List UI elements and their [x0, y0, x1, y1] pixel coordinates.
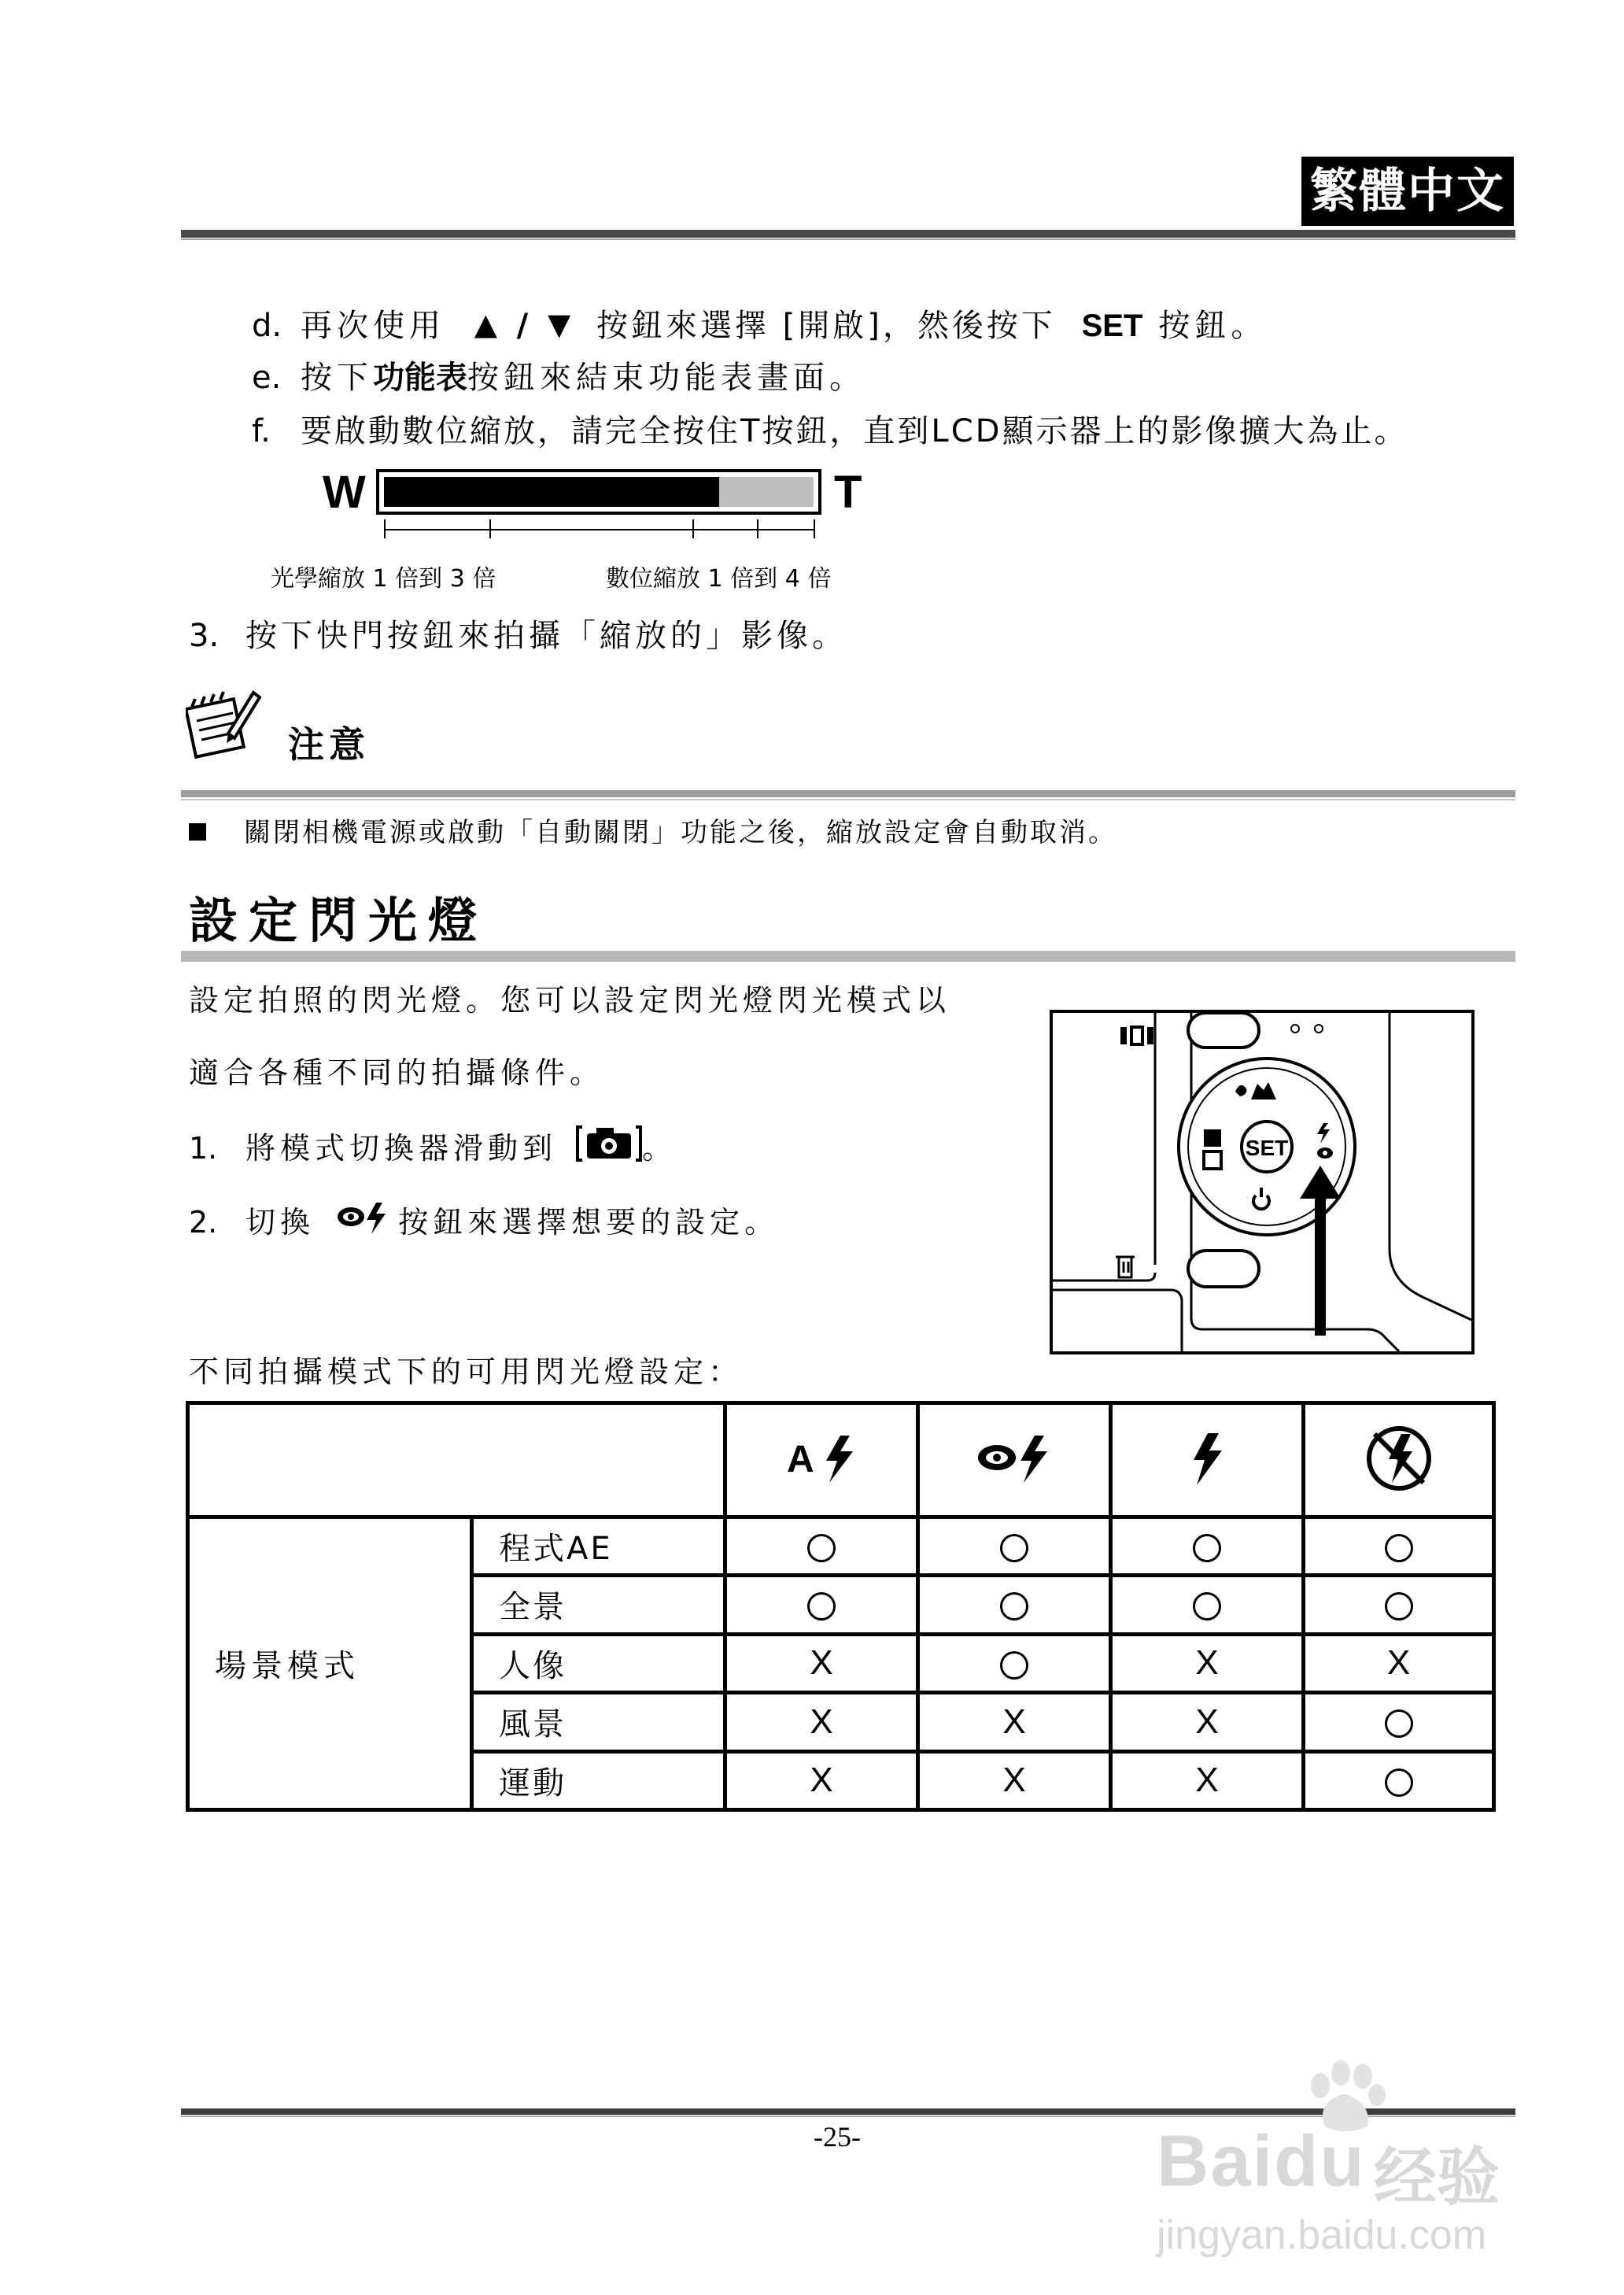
- zoom-tick-optical-end: [692, 519, 694, 538]
- mode-label: 運動: [472, 1751, 725, 1809]
- unavailable-x-mark: X: [1002, 1702, 1026, 1741]
- cell: [1304, 1517, 1494, 1575]
- digital-zoom-label: 數位縮放 1 倍到 4 倍: [606, 565, 832, 593]
- step-f-text: 要啟動數位縮放，請完全按住T按鈕，直到LCD顯示器上的影像擴大為止。: [301, 413, 1408, 449]
- step-e-label: e.: [252, 360, 282, 396]
- step-d-label: d.: [252, 308, 282, 344]
- page-number: -25-: [814, 2121, 861, 2153]
- available-circle-mark: [1385, 1534, 1413, 1562]
- note-rule-thin: [181, 799, 1515, 800]
- note-title: 注意: [288, 723, 370, 766]
- header-rule: [181, 230, 1515, 238]
- set-button-label: SET: [1245, 1136, 1289, 1160]
- unavailable-x-mark: X: [1195, 1761, 1219, 1800]
- unavailable-x-mark: X: [1386, 1643, 1411, 1683]
- cell: [1111, 1693, 1304, 1751]
- available-circle-mark: [1193, 1534, 1221, 1562]
- unavailable-x-mark: X: [810, 1702, 833, 1741]
- flash-step-2: [189, 1198, 779, 1243]
- cell: [918, 1751, 1111, 1809]
- flash-step-1-label: 1.: [189, 1131, 218, 1166]
- step-f: [252, 409, 1408, 453]
- flash-step-1-text: 將模式切換器滑動到: [245, 1131, 558, 1166]
- unavailable-x-mark: X: [810, 1643, 833, 1683]
- mode-label: 人像: [472, 1634, 725, 1692]
- step-d-pre: 再次使用: [301, 308, 445, 344]
- col-flash-off: [1304, 1403, 1494, 1517]
- step-3-text: 按下快門按鈕來拍攝「縮放的」影像。: [245, 618, 847, 654]
- cell: [725, 1517, 918, 1575]
- note-rule: [181, 790, 1515, 797]
- header-rule-thin: [181, 238, 1515, 240]
- mode-label: 風景: [472, 1693, 725, 1751]
- cell: [918, 1693, 1111, 1751]
- scene-mode-group-label: 場景模式: [188, 1517, 472, 1809]
- available-circle-mark: [1385, 1768, 1413, 1797]
- cell: [1111, 1576, 1304, 1634]
- mode-label: 程式AE: [472, 1517, 725, 1575]
- zoom-bar: [376, 469, 821, 515]
- intro-line-2: 適合各種不同的拍攝條件。: [189, 1055, 605, 1090]
- available-circle-mark: [1000, 1651, 1028, 1680]
- forced-flash-icon: [1187, 1430, 1227, 1487]
- menu-key: 功能表: [373, 359, 467, 396]
- slash: /: [516, 308, 529, 344]
- step-d-post: 按鈕。: [1158, 308, 1268, 344]
- table-corner-cell: [188, 1403, 725, 1517]
- step-e-pre: 按下: [301, 360, 373, 396]
- table-caption: 不同拍攝模式下的可用閃光燈設定：: [189, 1354, 744, 1389]
- unavailable-x-mark: X: [1195, 1702, 1219, 1741]
- up-arrow-icon: ▲: [474, 307, 497, 342]
- zoom-bar-optical-fill: [384, 477, 719, 507]
- cell: [1111, 1634, 1304, 1692]
- step-d: [252, 302, 1267, 348]
- set-key: SET: [1081, 309, 1143, 343]
- trash-icon: [1116, 1257, 1135, 1277]
- baidu-watermark: [1157, 2054, 1534, 2267]
- cell: [1304, 1751, 1494, 1809]
- section-rule: [181, 951, 1515, 962]
- step-d-mid: 按鈕來選擇 [開啟]，然後按下: [596, 308, 1056, 344]
- notepad-pencil-icon: [186, 686, 261, 759]
- available-circle-mark: [1385, 1709, 1413, 1738]
- cell: [918, 1576, 1111, 1634]
- svg-text:A: A: [787, 1438, 814, 1480]
- step-e-post: 按鈕來結束功能表畫面。: [467, 360, 866, 396]
- available-circle-mark: [807, 1592, 836, 1621]
- flash-step-2-post: 按鈕來選擇想要的設定。: [398, 1205, 780, 1240]
- cell: [1111, 1517, 1304, 1575]
- cell: [725, 1693, 918, 1751]
- watermark-brand2: du: [1274, 2121, 1366, 2201]
- table-row: [188, 1517, 1494, 1575]
- step-f-label: f.: [252, 413, 271, 449]
- red-eye-flash-icon: [335, 1201, 392, 1243]
- unavailable-x-mark: X: [1002, 1761, 1026, 1800]
- zoom-wide-label: W: [323, 467, 366, 518]
- cell: [1304, 1576, 1494, 1634]
- zoom-tick-1: [489, 519, 491, 538]
- col-auto-flash: [725, 1403, 918, 1517]
- zoom-bar-track: [384, 477, 814, 507]
- table-header-row: [188, 1403, 1494, 1517]
- bullet-square: [189, 823, 206, 841]
- available-circle-mark: [1000, 1534, 1028, 1562]
- cell: [918, 1517, 1111, 1575]
- zoom-tick-2: [757, 519, 758, 538]
- available-circle-mark: [807, 1534, 836, 1562]
- camera-back-illustration: [1050, 1010, 1475, 1354]
- cell: [1304, 1634, 1494, 1692]
- cell: [1304, 1693, 1494, 1751]
- available-circle-mark: [1385, 1592, 1413, 1621]
- camera-mode-icon: [576, 1124, 642, 1170]
- col-forced-flash: [1111, 1403, 1304, 1517]
- col-red-eye: [918, 1403, 1111, 1517]
- note-bullet-text: 關閉相機電源或啟動「自動關閉」功能之後，縮放設定會自動取消。: [244, 817, 1117, 848]
- flash-off-icon: [1364, 1423, 1434, 1494]
- cell: [725, 1751, 918, 1809]
- zoom-tick-start: [384, 519, 386, 538]
- available-circle-mark: [1000, 1592, 1028, 1621]
- flash-step-1: [189, 1124, 677, 1170]
- intro-line-1: 設定拍照的閃光燈。您可以設定閃光燈閃光模式以: [189, 983, 951, 1018]
- flash-table: [186, 1401, 1496, 1812]
- red-eye-reduction-icon: [975, 1431, 1054, 1486]
- watermark-brand: Bai: [1157, 2121, 1275, 2201]
- cell: [1111, 1751, 1304, 1809]
- step-3: [189, 614, 847, 658]
- cell: [918, 1634, 1111, 1692]
- flash-step-1-end: 。: [642, 1131, 677, 1166]
- unavailable-x-mark: X: [810, 1761, 833, 1800]
- mode-label: 全景: [472, 1576, 725, 1634]
- display-button-icon: [1120, 1027, 1153, 1044]
- step-e: [252, 356, 866, 400]
- zoom-tick-end: [814, 519, 815, 538]
- cell: [725, 1634, 918, 1692]
- zoom-axis: [384, 529, 815, 530]
- unavailable-x-mark: X: [1195, 1643, 1219, 1683]
- down-arrow-icon: ▼: [548, 307, 571, 342]
- section-title: 設定閃光燈: [189, 892, 489, 949]
- cell: [725, 1576, 918, 1634]
- zoom-tele-label: T: [834, 467, 862, 518]
- flash-step-2-label: 2.: [189, 1205, 218, 1240]
- optical-zoom-label: 光學縮放 1 倍到 3 倍: [271, 565, 496, 593]
- watermark-cn: 经验: [1374, 2142, 1500, 2212]
- watermark-url: jingyan.baidu.com: [1157, 2212, 1487, 2258]
- flash-step-2-pre: 切換: [245, 1205, 316, 1240]
- available-circle-mark: [1193, 1592, 1221, 1621]
- language-tab: 繁體中文: [1301, 157, 1514, 226]
- step-3-label: 3.: [189, 618, 220, 654]
- auto-flash-icon: [784, 1431, 859, 1486]
